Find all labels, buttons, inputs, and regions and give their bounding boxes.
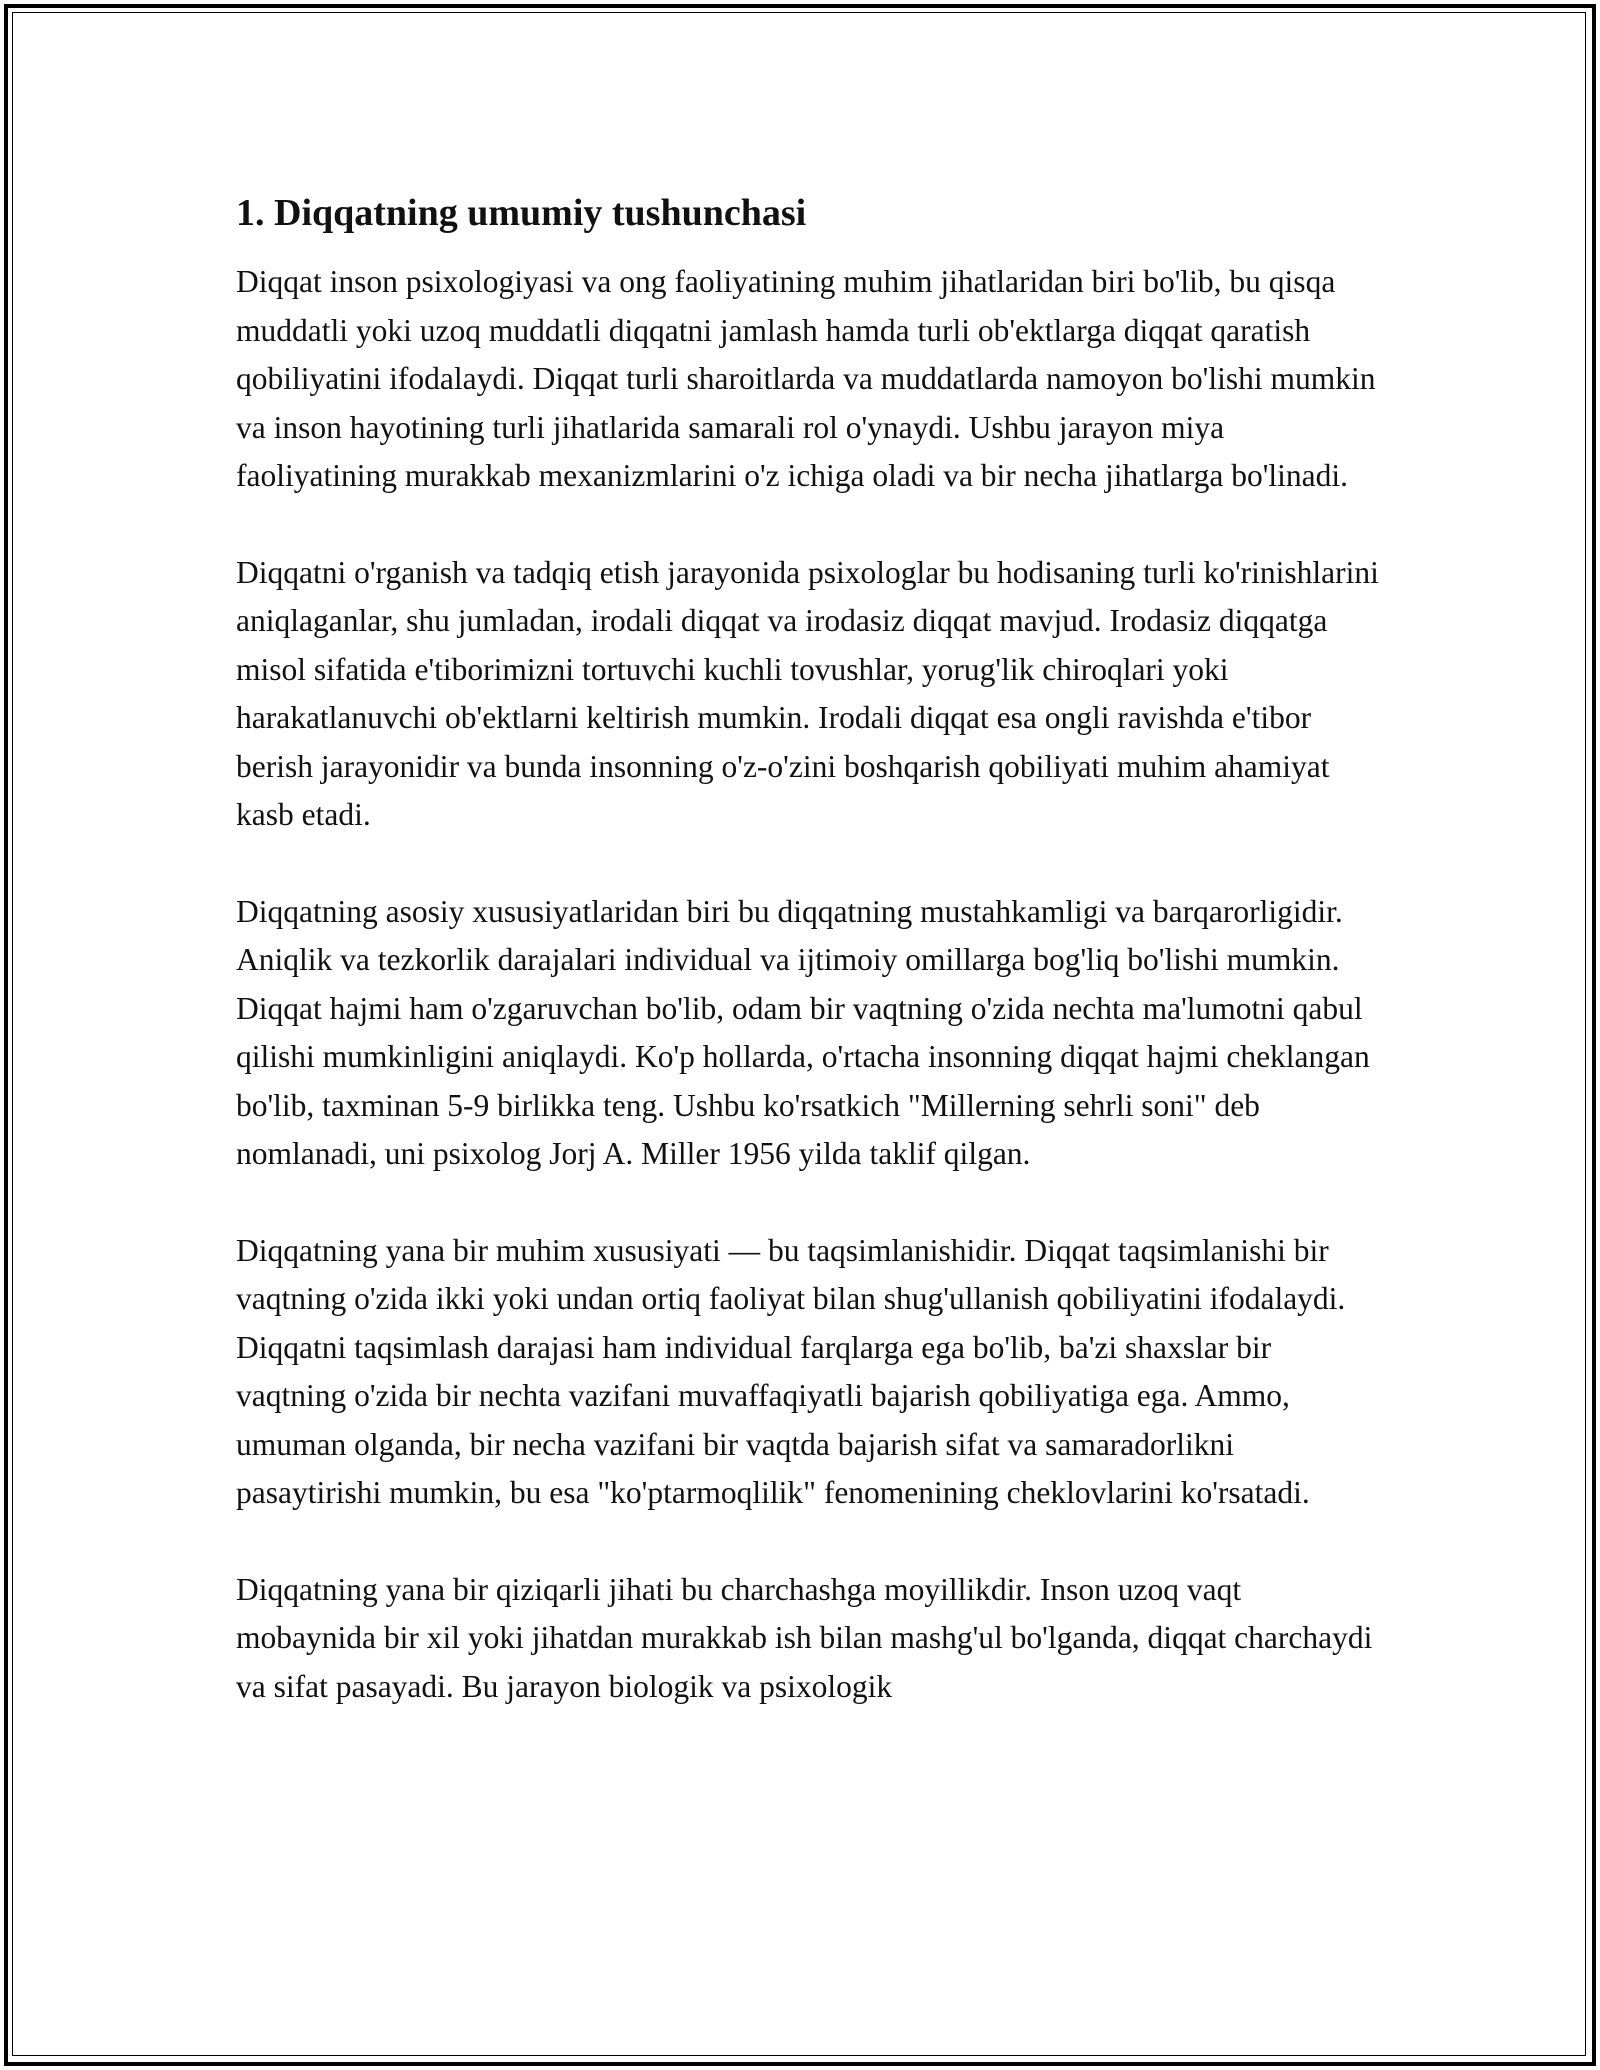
paragraph: Diqqat inson psixologiyasi va ong faoliyatining muhim jihatlaridan biri bo'lib, bu qisqa muddatli yoki uzoq muddatli diqqatni jamlash hamda turli ob'ektlarga diqqat qaratish qobiliyatini ifodalaydi. Diqqat turli sharoitlarda va muddatlarda namoyon bo'lishi mumkin va inson hayotining turli jihatlarida samarali rol o'ynaydi. Ushbu jarayon miya faoliyatining murakkab mexanizmlarini o'z ichiga oladi va bir necha jihatlarga bo'linadi. [236, 264, 1376, 493]
paragraph: Diqqatning asosiy xususiyatlaridan biri bu diqqatning mustahkamligi va barqarorligidir. Aniqlik va tezkorlik darajalari individual va ijtimoiy omillarga bog'liq bo'lishi mumkin. Diqqat hajmi ham o'zgaruvchan bo'lib, odam bir vaqtning o'zida nechta ma'lumotni qabul qilishi mumkinligini aniqlaydi. Ko'p hollarda, o'rtacha insonning diqqat hajmi cheklangan bo'lib, taxminan 5-9 birlikka teng. Ushbu ko'rsatkich "Millerning sehrli soni" deb nomlanadi, uni psixolog Jorj A. Miller 1956 yilda taklif qilgan. [236, 893, 1370, 1171]
section-heading: 1. Diqqatning umumiy tushunchasi [236, 192, 807, 234]
paragraph: Diqqatning yana bir muhim xususiyati — bu taqsimlanishidir. Diqqat taqsimlanishi bir vaqtning o'zida ikki yoki undan ortiq faoliyat bilan shug'ullanish qobiliyatini ifodalaydi. Diqqatni taqsimlash darajasi ham individual farqlarga ega bo'lib, ba'zi shaxslar bir vaqtning o'zida bir nechta vazifani muvaffaqiyatli bajarish qobiliyatiga ega. Ammo, umuman olganda, bir necha vazifani bir vaqtda bajarish sifat va samaradorlikni pasaytirishi mumkin, bu esa "ko'ptarmoqlilik" fenomenining cheklovlarini ko'rsatadi. [236, 1232, 1346, 1510]
paragraph: Diqqatning yana bir qiziqarli jihati bu charchashga moyillikdir. Inson uzoq vaqt mobaynida bir xil yoki jihatdan murakkab ish bilan mashg'ul bo'lganda, diqqat charchaydi va sifat pasayadi. Bu jarayon biologik va psixologik [236, 1571, 1373, 1704]
paragraph: Diqqatni o'rganish va tadqiq etish jarayonida psixologlar bu hodisaning turli ko'rinishlarini aniqlaganlar, shu jumladan, irodali diqqat va irodasiz diqqat mavjud. Irodasiz diqqatga misol sifatida e'tiborimizni tortuvchi kuchli tovushlar, yorug'lik chiroqlari yoki harakatlanuvchi ob'ektlarni keltirish mumkin. Irodali diqqat esa ongli ravishda e'tibor berish jarayonidir va bunda insonning o'z-o'zini boshqarish qobiliyati muhim ahamiyat kasb etadi. [236, 554, 1379, 832]
document-body [236, 188, 1386, 1759]
